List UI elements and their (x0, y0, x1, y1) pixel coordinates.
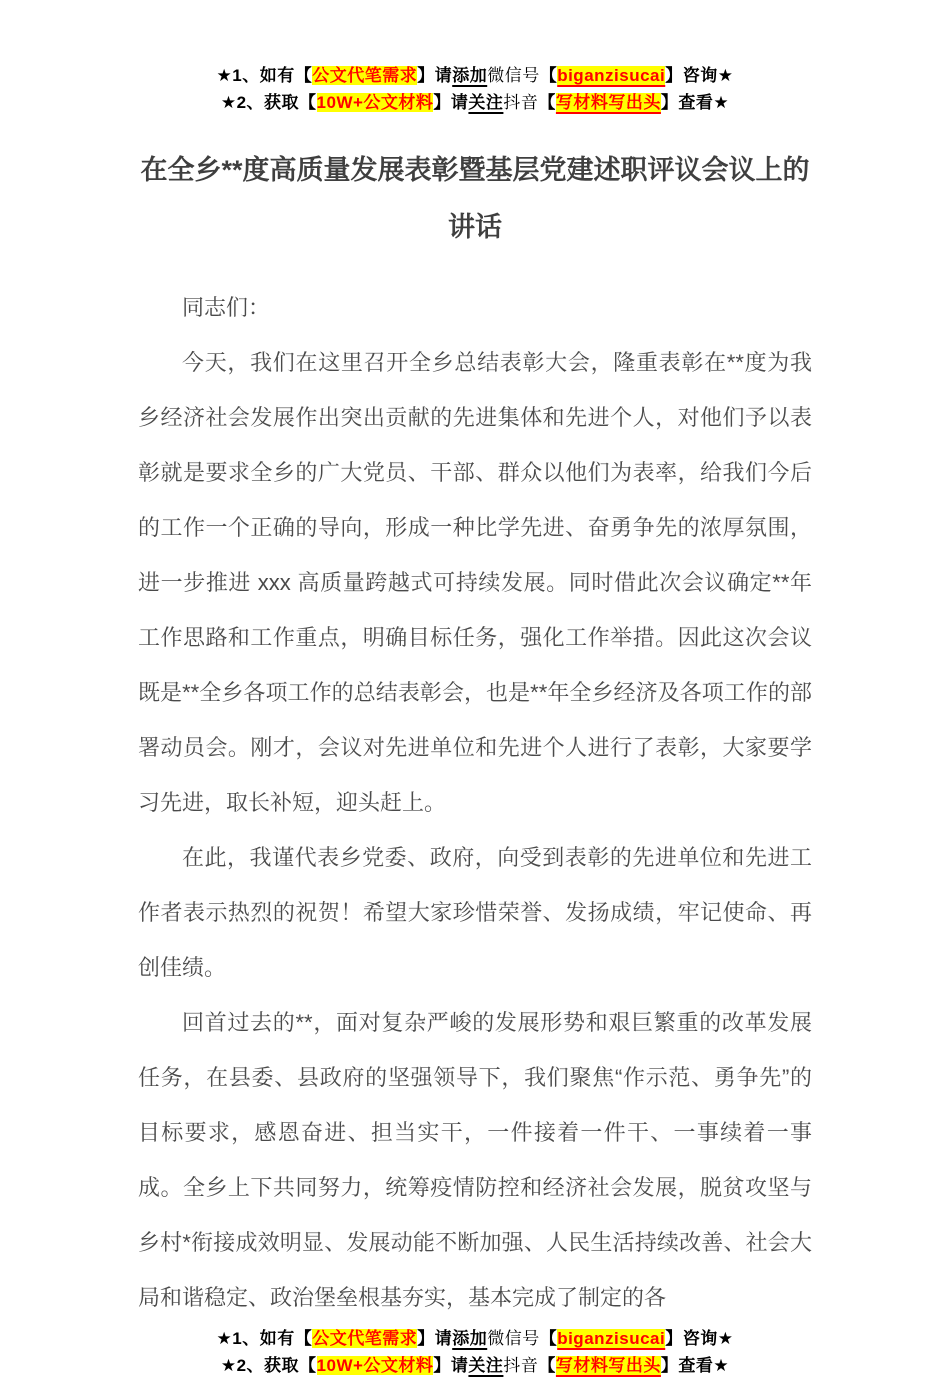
notice-text: 】请 (433, 93, 469, 112)
promo-notice-line-2 (138, 1352, 812, 1379)
notice-text: 】请 (417, 1329, 453, 1349)
promo-notice-footer (138, 1325, 812, 1379)
materials-label: 10W+公文材料 (316, 93, 434, 112)
notice-prefix: ★2、获取【 (220, 93, 317, 112)
follow-action-label: 关注 (468, 1356, 504, 1376)
notice-suffix: 】查看★ (660, 93, 730, 112)
add-action-label: 添加 (452, 1329, 488, 1349)
title-line: 在全乡**度高质量发展表彰暨基层党建述职评议会议上的 (140, 155, 810, 185)
promo-notice-line-1 (138, 62, 812, 89)
promo-notice-line-2 (138, 89, 812, 116)
notice-text: 【 (539, 1329, 558, 1349)
page-title (138, 142, 812, 256)
promo-notice-line-1 (138, 1325, 812, 1352)
notice-prefix: ★1、如有【 (216, 66, 313, 85)
notice-text: 】请 (417, 66, 453, 85)
notice-text: 【 (538, 1356, 556, 1376)
douyin-label: 抖音 (503, 93, 539, 112)
douyin-label: 抖音 (503, 1356, 539, 1376)
notice-suffix: 】查看★ (660, 1356, 730, 1376)
body-paragraph: 在此，我谨代表乡党委、政府，向受到表彰的先进单位和先进工作者表示热烈的祝贺！希望大家珍惜荣誉、发扬成绩，牢记使命、再创佳绩。 (138, 845, 812, 981)
service-need-label: 公文代笔需求 (312, 1329, 418, 1349)
service-need-label: 公文代笔需求 (312, 66, 418, 85)
body-paragraph: 今天，我们在这里召开全乡总结表彰大会，隆重表彰在**度为我乡经济社会发展作出突出贡献的先进集体和先进个人，对他们予以表彰就是要求全乡的广大党员、干部、群众以他们为表率，给我们今后的工作一个正确的导向，形成一种比学先进、奋勇争先的浓厚氛围，进一步推进 xxx 高质量跨越式可持续发展。同时借此次会议确定**年工作思路和工作重点，明确目标任务，强化工作举措。因此这次会议既是**全乡各项工作的总结表彰会，也是**年全乡经济及各项工作的部署动员会。刚才，会议对先进单位和先进个人进行了表彰，大家要学习先进，取长补短，迎头赶上。 (138, 350, 812, 816)
notice-prefix: ★1、如有【 (216, 1329, 313, 1349)
notice-text: 【 (538, 93, 556, 112)
notice-suffix: 】咨询★ (665, 66, 734, 85)
douyin-account: 写材料写出头 (555, 1356, 661, 1376)
wechat-label: 微信号 (487, 1329, 540, 1349)
wechat-label: 微信号 (487, 66, 540, 85)
document-body (138, 280, 812, 1325)
title-line: 讲话 (448, 212, 502, 242)
add-action-label: 添加 (452, 66, 488, 85)
wechat-id: biganzisucai (557, 1329, 666, 1349)
wechat-id: biganzisucai (557, 66, 666, 85)
materials-label: 10W+公文材料 (316, 1356, 434, 1376)
body-paragraph: 回首过去的**，面对复杂严峻的发展形势和艰巨繁重的改革发展任务，在县委、县政府的坚强领导下，我们聚焦“作示范、勇争先”的目标要求，感恩奋进、担当实干，一件接着一件干、一事续着一事成。全乡上下共同努力，统筹疫情防控和经济社会发展，脱贫攻坚与乡村*衔接成效明显、发展动能不断加强、人民生活持续改善、社会大局和谐稳定、政治堡垒根基夯实，基本完成了制定的各 (138, 1010, 812, 1311)
follow-action-label: 关注 (468, 93, 504, 112)
body-paragraph: 同志们： (182, 295, 271, 321)
douyin-account: 写材料写出头 (555, 93, 661, 112)
notice-text: 】请 (433, 1356, 469, 1376)
notice-prefix: ★2、获取【 (220, 1356, 317, 1376)
notice-text: 【 (539, 66, 558, 85)
notice-suffix: 】咨询★ (665, 1329, 734, 1349)
promo-notice-header (138, 62, 812, 116)
